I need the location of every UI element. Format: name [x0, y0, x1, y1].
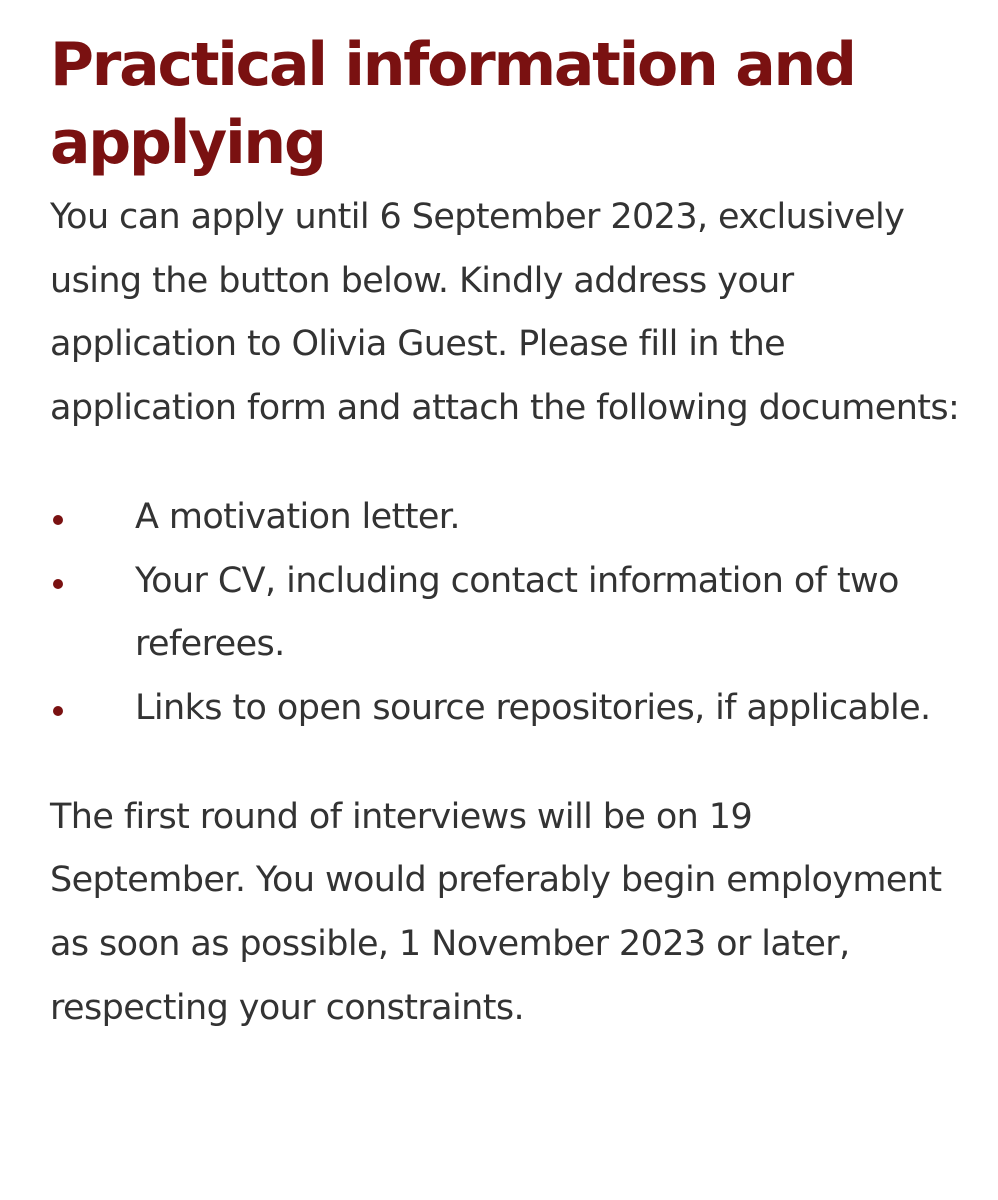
list-item-text: A motivation letter.: [135, 496, 460, 537]
list-item-text: Links to open source repositories, if applicable.: [135, 687, 931, 728]
intro-paragraph: You can apply until 6 September 2023, exclusively using the button below. Kindly address your application to Olivia Guest. Please fill in the application form and attach the following documents:: [50, 197, 960, 429]
section-heading: Practical information and applying: [50, 30, 855, 178]
list-item: [50, 550, 965, 677]
interview-paragraph: The first round of interviews will be on 19 September. You would preferably begin employment as soon as possible, 1 November 2023 or later, respecting your constraints.: [50, 796, 942, 1028]
list-item: [50, 677, 965, 741]
bullet-icon: [53, 515, 63, 525]
list-item: [50, 486, 965, 550]
bullet-icon: [53, 706, 63, 716]
bullet-icon: [53, 579, 63, 589]
article-section: [50, 26, 970, 1040]
required-documents-list: [50, 486, 970, 741]
list-item-text: Your CV, including contact information of two referees.: [135, 560, 899, 665]
